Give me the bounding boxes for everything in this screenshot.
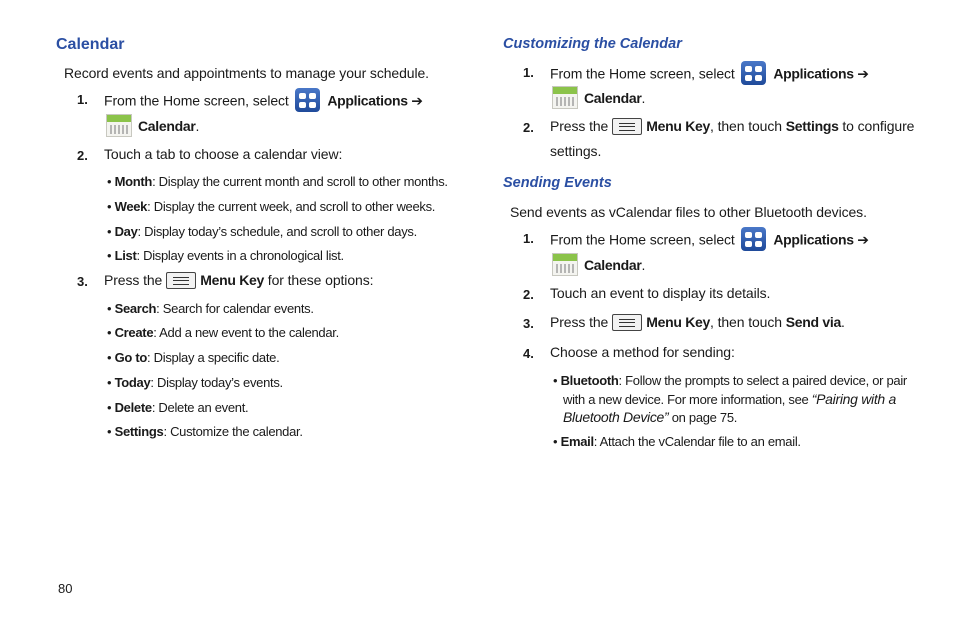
- step-text: , then touch: [709, 314, 782, 330]
- bullet-item-list: • List: Display events in a chronological list.: [107, 248, 344, 263]
- calendar-icon: [106, 114, 132, 137]
- step-number: 3.: [77, 274, 88, 289]
- bullet-desc: : Delete an event.: [151, 400, 249, 415]
- calendar-intro: Record events and appointments to manage your schedule.: [64, 65, 429, 81]
- bullet-term: Go to: [114, 350, 148, 365]
- cross-reference-link[interactable]: “Pairing with a: [811, 391, 896, 407]
- bullet-desc: : Display a specific date.: [147, 350, 280, 365]
- step-text: Press the: [550, 118, 609, 134]
- page-number: 80: [58, 581, 73, 596]
- bullet-term: Day: [114, 224, 138, 239]
- period: .: [641, 257, 646, 274]
- calendar-label: Calendar: [138, 118, 196, 135]
- period: .: [840, 314, 845, 330]
- applications-icon: [741, 61, 766, 85]
- step-text: Press the: [550, 314, 609, 330]
- sending-step-1-text: [550, 229, 869, 253]
- bullet-desc: : Display events in a chronological list.: [136, 248, 344, 263]
- menu-key-label: Menu Key: [646, 118, 710, 134]
- bullet-item-week: • Week: Display the current week, and scroll to other weeks.: [107, 199, 436, 214]
- period: .: [641, 90, 646, 107]
- step-number: 2.: [523, 120, 534, 135]
- bullet-desc: : Display today’s schedule, and scroll to other days.: [137, 224, 417, 239]
- step-1-text: [104, 90, 423, 114]
- step-text: for these options:: [267, 272, 374, 288]
- menu-key-icon: [612, 118, 642, 135]
- bullet-item-create: • Create: Add a new event to the calendar.: [107, 325, 339, 340]
- sending-step-4-text: Choose a method for sending:: [550, 344, 735, 360]
- bullet-term: Today: [114, 375, 151, 390]
- menu-key-icon: [612, 314, 642, 331]
- step-3-text: [104, 272, 373, 290]
- bullet-term: Settings: [114, 424, 164, 439]
- bluetooth-line-3: [563, 409, 737, 425]
- bullet-desc: : Add a new event to the calendar.: [153, 325, 339, 340]
- bullet-item-search: • Search: Search for calendar events.: [107, 301, 314, 316]
- bullet-term: Delete: [114, 400, 152, 415]
- step-text: From the Home screen, select: [550, 65, 735, 82]
- bullet-item-delete: • Delete: Delete an event.: [107, 400, 249, 415]
- bullet-item-settings: • Settings: Customize the calendar.: [107, 424, 303, 439]
- step-number: 1.: [523, 231, 534, 246]
- calendar-label: Calendar: [584, 257, 642, 274]
- menu-key-icon: [166, 272, 196, 289]
- sending-step-3-text: [550, 314, 845, 332]
- calendar-icon: [552, 86, 578, 109]
- step-number: 2.: [77, 148, 88, 163]
- send-via-label: Send via: [785, 314, 841, 330]
- settings-label: Settings: [785, 118, 839, 134]
- step-text: From the Home screen, select: [550, 231, 735, 248]
- customizing-step-1-cal-line: [552, 88, 645, 111]
- bullet-desc: : Display the current week, and scroll to other weeks.: [147, 199, 436, 214]
- bullet-desc: with a new device. For more information, see: [563, 392, 812, 407]
- bullet-term: List: [114, 248, 137, 263]
- bullet-item-go-to: • Go to: Display a specific date.: [107, 350, 280, 365]
- step-text: to configure: [842, 118, 915, 134]
- bullet-item-month: • Month: Display the current month and scroll to other months.: [107, 174, 448, 189]
- step-number: 1.: [77, 92, 88, 107]
- bullet-desc: : Follow the prompts to select a paired device, or pair: [618, 373, 907, 388]
- step-number: 3.: [523, 316, 534, 331]
- step-text: , then touch: [709, 118, 782, 134]
- bullet-desc: on page 75.: [668, 410, 738, 425]
- menu-key-label: Menu Key: [646, 314, 710, 330]
- applications-label: Applications ➔: [773, 231, 869, 248]
- bullet-term: Bluetooth: [560, 373, 619, 388]
- customizing-step-1-text: [550, 63, 869, 87]
- period: .: [195, 118, 200, 135]
- bullet-term: Search: [114, 301, 157, 316]
- applications-label: Applications ➔: [773, 65, 869, 82]
- step-number: 1.: [523, 65, 534, 80]
- section-title-customizing: Customizing the Calendar: [503, 36, 682, 52]
- menu-key-label: Menu Key: [200, 272, 264, 288]
- step-2-text: Touch a tab to choose a calendar view:: [104, 146, 343, 162]
- step-number: 2.: [523, 287, 534, 302]
- bluetooth-line-2: [563, 391, 896, 407]
- bullet-desc: : Display the current month and scroll to other months.: [152, 174, 448, 189]
- applications-icon: [741, 227, 766, 251]
- applications-icon: [295, 88, 320, 112]
- sending-step-2-text: Touch an event to display its details.: [550, 285, 771, 301]
- sending-intro: Send events as vCalendar files to other Bluetooth devices.: [510, 204, 867, 220]
- section-title-calendar: Calendar: [56, 36, 125, 53]
- calendar-label: Calendar: [584, 90, 642, 107]
- sending-step-1-cal-line: [552, 255, 645, 278]
- step-text: From the Home screen, select: [104, 92, 289, 109]
- bullet-term: Week: [114, 199, 148, 214]
- bullet-desc: : Search for calendar events.: [156, 301, 314, 316]
- bullet-desc: : Display today’s events.: [150, 375, 283, 390]
- customizing-step-2-text: [550, 118, 914, 136]
- step-number: 4.: [523, 346, 534, 361]
- applications-label: Applications ➔: [327, 92, 423, 109]
- calendar-icon: [552, 253, 578, 276]
- cross-reference-link[interactable]: Bluetooth Device”: [563, 409, 669, 425]
- bullet-item-email: • Email: Attach the vCalendar file to an email.: [553, 434, 801, 449]
- bullet-term: Month: [114, 174, 153, 189]
- bullet-desc: : Customize the calendar.: [163, 424, 303, 439]
- bullet-item-day: • Day: Display today’s schedule, and scroll to other days.: [107, 224, 417, 239]
- bullet-item-bluetooth: • Bluetooth: Follow the prompts to select a paired device, or pair: [553, 373, 907, 388]
- step-1-cal-line: [106, 116, 199, 139]
- bullet-term: Create: [114, 325, 154, 340]
- bullet-term: Email: [560, 434, 594, 449]
- bullet-item-today: • Today: Display today’s events.: [107, 375, 283, 390]
- step-text: Press the: [104, 272, 163, 288]
- section-title-sending: Sending Events: [503, 175, 612, 191]
- customizing-step-2-line2: settings.: [550, 143, 602, 159]
- bullet-desc: : Attach the vCalendar file to an email.: [593, 434, 801, 449]
